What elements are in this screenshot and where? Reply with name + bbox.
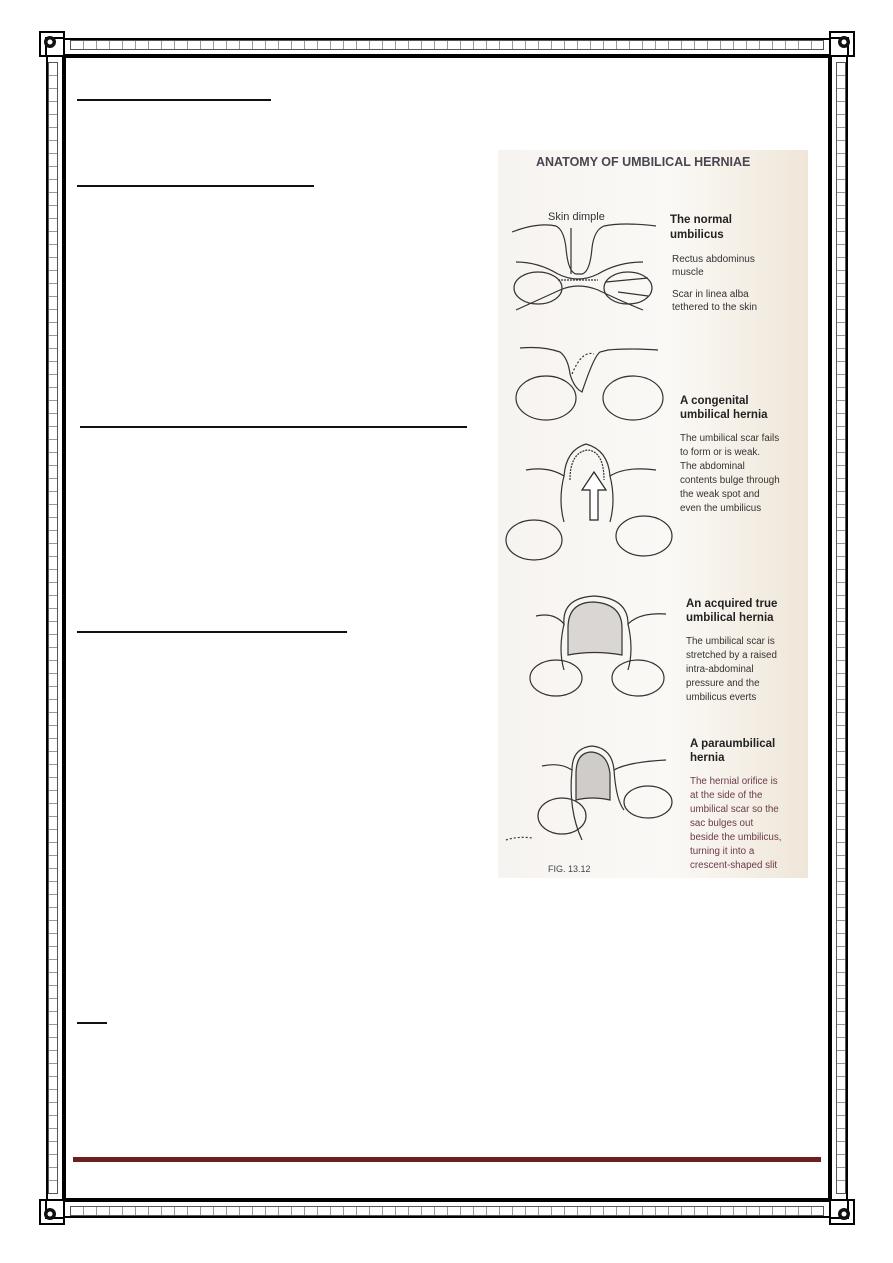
- page-border-bottom-strip: [70, 1206, 824, 1216]
- panel-description-line: to form or is weak.: [680, 447, 761, 458]
- umbilical-hernia-figure: [498, 150, 808, 878]
- figure-caption: FIG. 13.12: [548, 864, 591, 874]
- callout-label: Rectus abdominus: [672, 254, 755, 265]
- heading-underline: [77, 1022, 107, 1024]
- panel-description-line: the weak spot and: [680, 489, 760, 500]
- callout-label: Scar in linea alba: [672, 289, 749, 300]
- heading-underline: [80, 426, 467, 428]
- panel-description-line: stretched by a raised: [686, 650, 777, 661]
- panel-description-line: umbilicus everts: [686, 692, 757, 703]
- panel-description-line: crescent-shaped slit: [690, 860, 778, 871]
- panel-description-line: even the umbilicus: [680, 503, 762, 514]
- panel-description-line: intra-abdominal: [686, 664, 754, 675]
- page-border-top-strip: [70, 40, 824, 50]
- corner-ornament-icon: [38, 1198, 66, 1226]
- corner-ornament-icon: [828, 1198, 856, 1226]
- figure-canvas: [498, 150, 808, 878]
- congenital-hernia-diagram: [506, 348, 672, 561]
- panel-description-line: The abdominal: [680, 461, 745, 472]
- normal-umbilicus-diagram: [512, 224, 656, 310]
- panel-heading: An acquired true: [686, 598, 778, 610]
- footer-rule: [73, 1157, 821, 1162]
- panel-heading: umbilical hernia: [680, 409, 768, 421]
- panel-description-line: The umbilical scar is: [686, 636, 775, 647]
- callout-label: muscle: [672, 267, 704, 278]
- panel-description-line: sac bulges out: [690, 818, 754, 829]
- panel-description-line: at the side of the: [690, 790, 763, 801]
- panel-heading: A paraumbilical: [690, 738, 776, 750]
- heading-underline: [77, 631, 347, 633]
- corner-ornament-icon: [38, 30, 66, 58]
- panel-heading: hernia: [690, 752, 725, 764]
- panel-description-line: contents bulge through: [680, 475, 780, 486]
- acquired-hernia-diagram: [530, 596, 666, 696]
- heading-underline: [77, 185, 314, 187]
- panel-heading: umbilical hernia: [686, 612, 774, 624]
- panel-description-line: The hernial orifice is: [690, 776, 778, 787]
- page-border-left-strip: [48, 62, 58, 1194]
- figure-title: ANATOMY OF UMBILICAL HERNIAE: [536, 155, 751, 169]
- panel-description-line: umbilical scar so the: [690, 804, 779, 815]
- panel-heading: A congenital: [680, 395, 749, 407]
- page-border-right-strip: [836, 62, 846, 1194]
- panel-heading: The normal: [670, 214, 732, 226]
- panel-description-line: The umbilical scar fails: [680, 433, 780, 444]
- panel-heading: umbilicus: [670, 229, 724, 241]
- corner-ornament-icon: [828, 30, 856, 58]
- panel-description-line: turning it into a: [690, 846, 755, 857]
- panel-description-line: beside the umbilicus,: [690, 832, 782, 843]
- panel-description-line: pressure and the: [686, 678, 760, 689]
- callout-label: tethered to the skin: [672, 302, 758, 313]
- skin-dimple-label: Skin dimple: [548, 211, 605, 223]
- heading-underline: [77, 99, 271, 101]
- paraumbilical-hernia-diagram: [506, 746, 672, 840]
